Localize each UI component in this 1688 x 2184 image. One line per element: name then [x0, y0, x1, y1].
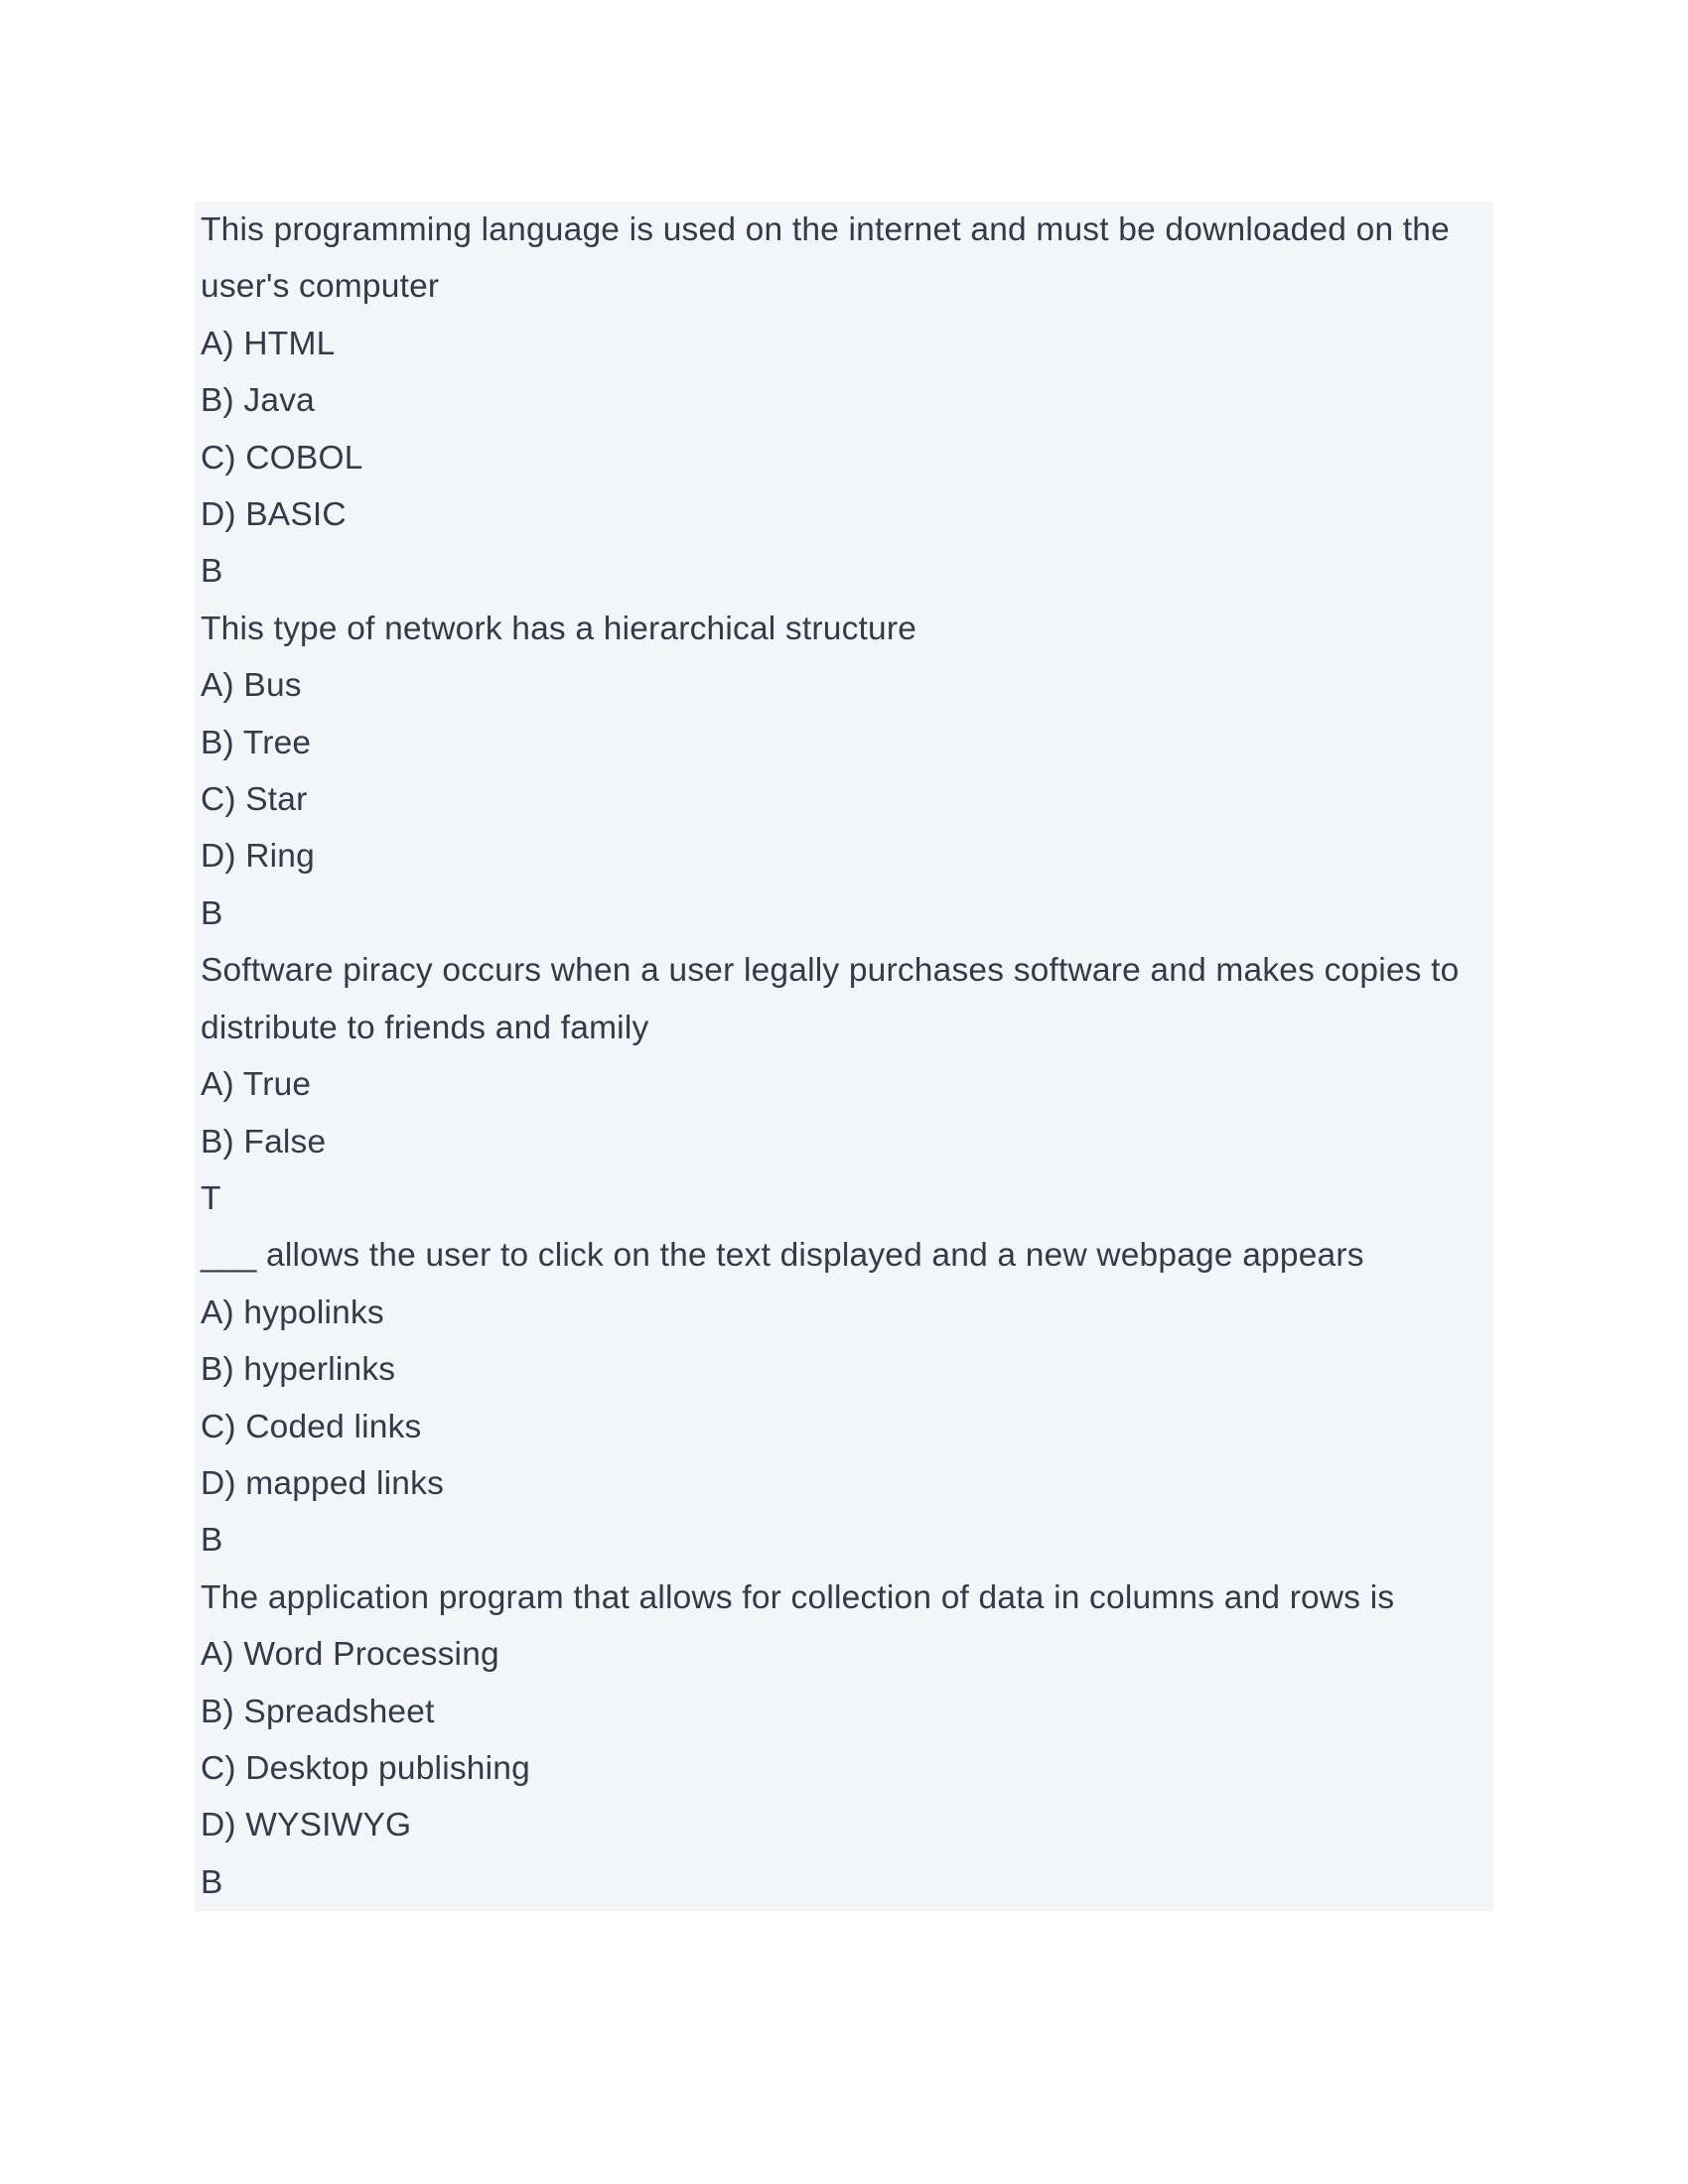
answer-option: B) hyperlinks	[201, 1351, 396, 1389]
question-text-line: Software piracy occurs when a user legally purchases software and makes copies to	[201, 952, 1460, 990]
answer-option: D) mapped links	[201, 1464, 445, 1502]
answer-option: A) hypolinks	[201, 1294, 384, 1331]
answer-option: C) Star	[201, 781, 308, 819]
answer-option: D) WYSIWYG	[201, 1807, 412, 1844]
answer-key: B	[201, 894, 223, 932]
answer-option: B) Spreadsheet	[201, 1693, 435, 1730]
answer-option: A) True	[201, 1066, 312, 1104]
answer-option: A) Word Processing	[201, 1636, 499, 1674]
quiz-content-panel	[195, 202, 1493, 1911]
quiz-question-block	[195, 202, 1493, 601]
question-text-line: This type of network has a hierarchical structure	[201, 610, 917, 647]
answer-key: T	[201, 1179, 221, 1217]
answer-option: B) Tree	[201, 724, 312, 761]
question-text-line: ___ allows the user to click on the text displayed and a new webpage appears	[201, 1237, 1364, 1275]
answer-option: B) False	[201, 1123, 327, 1160]
answer-key: B	[201, 1863, 223, 1901]
question-text-line: The application program that allows for collection of data in columns and rows is	[201, 1578, 1395, 1616]
question-text-line: This programming language is used on the internet and must be downloaded on the	[201, 211, 1450, 248]
answer-key: B	[201, 1522, 223, 1560]
answer-key: B	[201, 553, 223, 591]
answer-option: D) BASIC	[201, 496, 347, 534]
answer-option: B) Java	[201, 382, 315, 420]
question-text-line: user's computer	[201, 268, 440, 306]
quiz-question-block	[195, 601, 1493, 942]
quiz-question-block	[195, 1570, 1493, 1911]
answer-option: D) Ring	[201, 838, 315, 876]
quiz-question-block	[195, 1227, 1493, 1569]
answer-option: A) Bus	[201, 667, 302, 705]
quiz-question-block	[195, 942, 1493, 1227]
answer-option: C) Coded links	[201, 1408, 422, 1445]
question-text-line: distribute to friends and family	[201, 1009, 649, 1046]
answer-option: A) HTML	[201, 325, 336, 362]
answer-option: C) Desktop publishing	[201, 1749, 530, 1787]
answer-option: C) COBOL	[201, 439, 363, 477]
